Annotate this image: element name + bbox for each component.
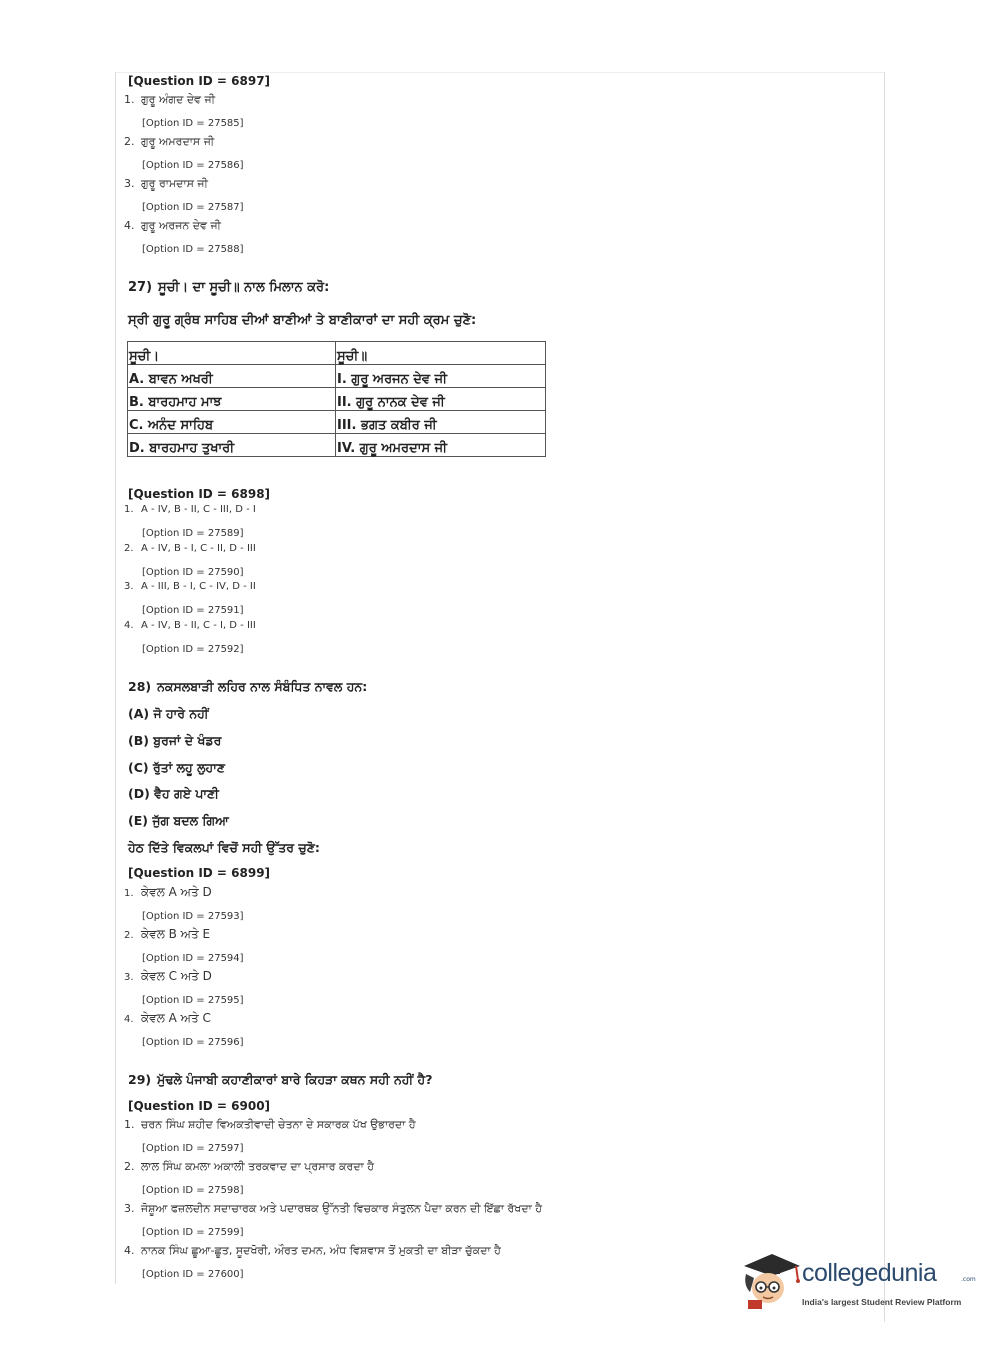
option-item: 1. ਗੁਰੂ ਅੰਗਦ ਦੇਵ ਜੀ (124, 93, 216, 106)
list-item: (A) ਜੋ ਹਾਰੇ ਨਹੀਂ (128, 706, 209, 721)
table-cell: D. ਬਾਰਹਮਾਹ ਤੁਖਾਰੀ (128, 434, 336, 457)
question-text: 29) ਮੁੱਢਲੇ ਪੰਜਾਬੀ ਕਹਾਣੀਕਾਰਾਂ ਬਾਰੇ ਕਿਹੜਾ ਕਥਨ ਸਹੀ ਨਹੀਂ ਹੈ? (128, 1072, 433, 1087)
option-id: [Option ID = 27585] (142, 118, 244, 129)
question-instruction: ਹੇਠ ਦਿੱਤੇ ਵਿਕਲਪਾਂ ਵਿਚੋਂ ਸਹੀ ਉੱਤਰ ਚੁਣੋ: (128, 840, 320, 855)
option-id: [Option ID = 27586] (142, 160, 244, 171)
option-id: [Option ID = 27589] (142, 528, 244, 539)
option-id: [Option ID = 27595] (142, 995, 244, 1006)
table-row (128, 388, 546, 411)
option-id: [Option ID = 27594] (142, 953, 244, 964)
option-item: 3. ਗੁਰੂ ਰਾਮਦਾਸ ਜੀ (124, 177, 208, 190)
table-cell: ਸੂਚੀ। (128, 342, 336, 365)
question-subtext: ਸ੍ਰੀ ਗੁਰੂ ਗ੍ਰੰਥ ਸਾਹਿਬ ਦੀਆਂ ਬਾਣੀਆਂ ਤੇ ਬਾਣੀਕਾਰਾਂ ਦਾ ਸਹੀ ਕ੍ਰਮ ਚੁਣੋ: (128, 313, 477, 328)
option-id: [Option ID = 27599] (142, 1227, 244, 1238)
table-cell: IV. ਗੁਰੂ ਅਮਰਦਾਸ ਜੀ (336, 434, 546, 457)
table-header-row (128, 342, 546, 365)
page-frame-left (115, 72, 116, 1284)
table-row (128, 365, 546, 388)
option-id: [Option ID = 27597] (142, 1143, 244, 1154)
logo-tagline: India's largest Student Review Platform (802, 1297, 962, 1307)
question-text: 27) ਸੂਚੀ। ਦਾ ਸੂਚੀ॥ ਨਾਲ ਮਿਲਾਨ ਕਰੋ: (128, 280, 330, 295)
option-id: [Option ID = 27600] (142, 1269, 244, 1280)
collegedunia-logo[interactable] (738, 1246, 978, 1326)
option-item: 4. A - IV, B - II, C - I, D - III (124, 620, 256, 631)
question-text: 28) ਨਕਸਲਬਾੜੀ ਲਹਿਰ ਨਾਲ ਸੰਬੰਧਿਤ ਨਾਵਲ ਹਨ: (128, 679, 368, 694)
option-id: [Option ID = 27593] (142, 911, 244, 922)
table-row (128, 411, 546, 434)
logo-domain: .com (961, 1276, 976, 1283)
option-item: 2. A - IV, B - I, C - II, D - III (124, 543, 256, 554)
option-item: 3. ਕੇਵਲ C ਅਤੇ D (124, 969, 212, 983)
page-frame-top (115, 72, 885, 73)
match-table (127, 341, 546, 457)
table-cell: III. ਭਗਤ ਕਬੀਰ ਜੀ (336, 411, 546, 434)
table-cell: II. ਗੁਰੂ ਨਾਨਕ ਦੇਵ ਜੀ (336, 388, 546, 411)
list-item: (C) ਰੁੱਤਾਂ ਲਹੂ ਲੁਹਾਣ (128, 760, 225, 775)
table-cell: A. ਬਾਵਨ ਅਖਰੀ (128, 365, 336, 388)
question-id: [Question ID = 6898] (128, 487, 271, 501)
option-item: 1. ਚਰਨ ਸਿੰਘ ਸ਼ਹੀਦ ਵਿਅਕਤੀਵਾਦੀ ਚੇਤਨਾ ਦੇ ਸਕਾਰਕ ਪੱਖ ਉਭਾਰਦਾ ਹੈ (124, 1118, 416, 1131)
mascot-icon (738, 1248, 802, 1312)
option-item: 2. ਕੇਵਲ B ਅਤੇ E (124, 927, 211, 941)
table-cell: ਸੂਚੀ॥ (336, 342, 546, 365)
question-id: [Question ID = 6899] (128, 866, 271, 880)
option-item: 4. ਨਾਨਕ ਸਿੰਘ ਛੂਆ-ਛੂਤ, ਸੂਦਖੋਰੀ, ਔਰਤ ਦਮਨ, ਅੰਧ ਵਿਸ਼ਵਾਸ ਤੋਂ ਮੁਕਤੀ ਦਾ ਬੀੜਾ ਚੁੱਕਦਾ ਹੈ (124, 1244, 501, 1257)
option-item: 2. ਗੁਰੂ ਅਮਰਦਾਸ ਜੀ (124, 135, 215, 148)
option-id: [Option ID = 27598] (142, 1185, 244, 1196)
page-frame-right (884, 72, 885, 1322)
table-row (128, 434, 546, 457)
option-id: [Option ID = 27588] (142, 244, 244, 255)
option-item: 4. ਗੁਰੂ ਅਰਜਨ ਦੇਵ ਜੀ (124, 219, 221, 232)
question-id: [Question ID = 6897] (128, 74, 271, 88)
option-id: [Option ID = 27590] (142, 567, 244, 578)
option-id: [Option ID = 27591] (142, 605, 244, 616)
option-item: 4. ਕੇਵਲ A ਅਤੇ C (124, 1011, 211, 1025)
option-id: [Option ID = 27592] (142, 644, 244, 655)
question-id: [Question ID = 6900] (128, 1099, 271, 1113)
option-id: [Option ID = 27587] (142, 202, 244, 213)
list-item: (E) ਜੁੱਗ ਬਦਲ ਗਿਆ (128, 813, 229, 828)
logo-wordmark: collegedunia (802, 1259, 937, 1287)
option-id: [Option ID = 27596] (142, 1037, 244, 1048)
list-item: (B) ਬੁਰਜਾਂ ਦੇ ਖੰਡਰ (128, 733, 222, 748)
option-item: 3. A - III, B - I, C - IV, D - II (124, 581, 256, 592)
option-item: 1. A - IV, B - II, C - III, D - I (124, 504, 256, 515)
table-cell: I. ਗੁਰੂ ਅਰਜਨ ਦੇਵ ਜੀ (336, 365, 546, 388)
table-cell: B. ਬਾਰਹਮਾਹ ਮਾਝ (128, 388, 336, 411)
option-item: 3. ਜੋਸ਼ੂਆ ਫਜ਼ਲਦੀਨ ਸਦਾਚਾਰਕ ਅਤੇ ਪਦਾਰਥਕ ਉੱਨਤੀ ਵਿਚਕਾਰ ਸੰਤੁਲਨ ਪੈਦਾ ਕਰਨ ਦੀ ਇੱਛਾ ਰੱਖਦਾ ਹੈ (124, 1202, 543, 1215)
list-item: (D) ਵੈਹ ਗਏ ਪਾਣੀ (128, 786, 219, 801)
option-item: 1. ਕੇਵਲ A ਅਤੇ D (124, 885, 212, 899)
option-item: 2. ਲਾਲ ਸਿੰਘ ਕਮਲਾ ਅਕਾਲੀ ਤਰਕਵਾਦ ਦਾ ਪ੍ਰਸਾਰ ਕਰਦਾ ਹੈ (124, 1160, 375, 1173)
table-cell: C. ਅਨੰਦ ਸਾਹਿਬ (128, 411, 336, 434)
